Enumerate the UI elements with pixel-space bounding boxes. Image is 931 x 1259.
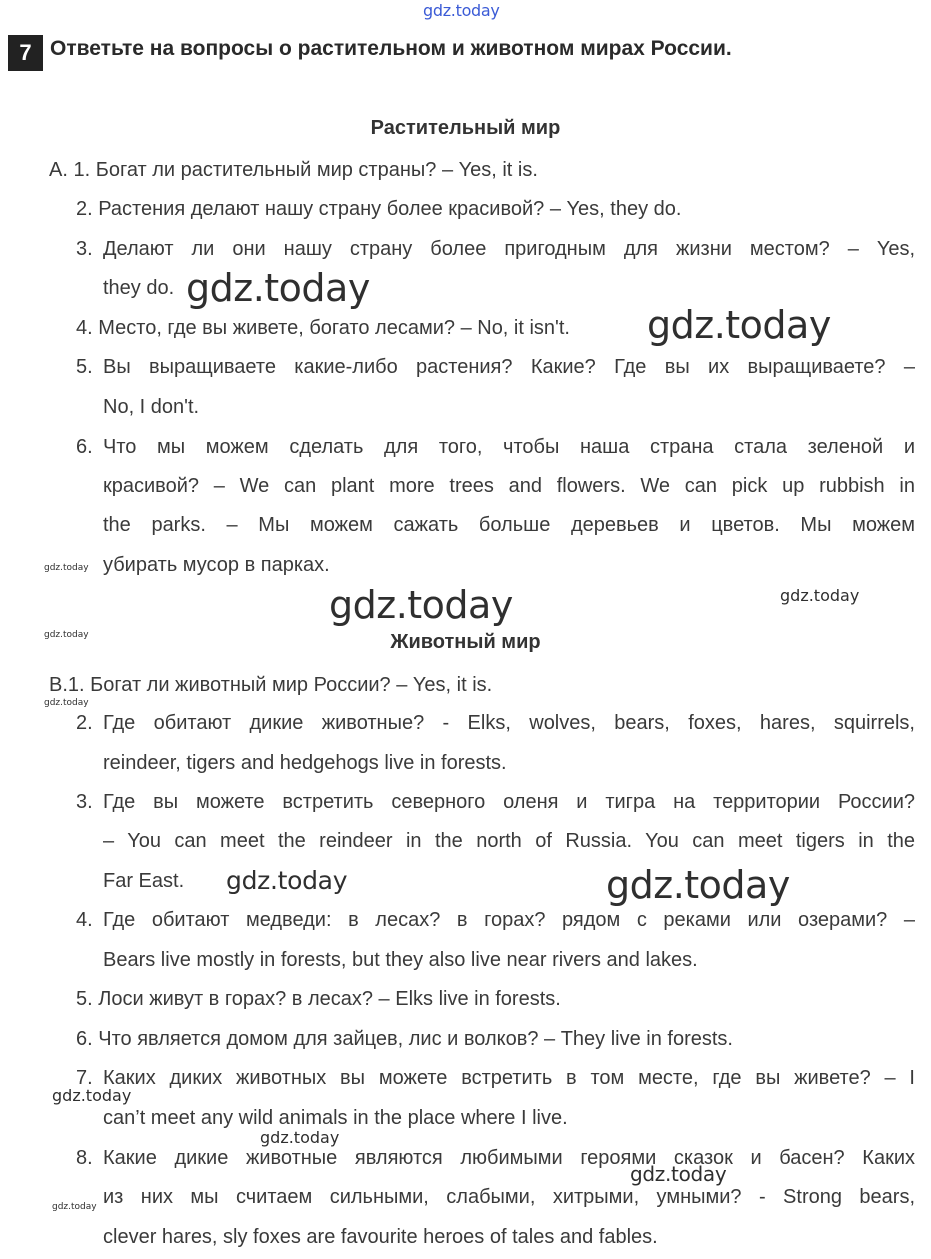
item-text: Где обитают дикие животные? - Elks, wolves, bears, foxes, hares, squirrels, (103, 712, 915, 734)
watermark-top: gdz.today (423, 1, 500, 20)
watermark: gdz.today (260, 1128, 340, 1147)
watermark: gdz.today (186, 266, 370, 310)
item-text: Где вы можете встретить северного оленя и тигра на территории России? (103, 791, 915, 813)
item-text: Место, где вы живете, богато лесами? – No, it isn't. (98, 317, 570, 339)
item-text: No, I don't. (103, 396, 200, 418)
list-item (76, 316, 570, 340)
item-number: 7. (76, 1067, 93, 1089)
item-number: 2. (76, 712, 93, 734)
item-number: 1. (67, 674, 85, 696)
item-text: Лоси живут в горах? в лесах? – Elks live in forests. (98, 988, 561, 1010)
list-item (49, 158, 538, 182)
task-instruction: Ответьте на вопросы о растительном и животном мирах России. (50, 37, 732, 60)
watermark: gdz.today (52, 1202, 97, 1212)
item-text: убирать мусор в парках. (103, 554, 330, 576)
list-item (49, 673, 492, 697)
item-number: 3. (76, 791, 93, 813)
item-text: красивой? – We can plant more trees and flowers. We can pick up rubbish in (103, 475, 915, 497)
item-number: 6. (76, 436, 93, 458)
watermark: gdz.today (647, 303, 831, 347)
list-item (76, 1027, 733, 1051)
item-text: Вы выращиваете какие-либо растения? Какие? Где вы их выращиваете? – (103, 356, 915, 378)
section-prefix: B. (49, 674, 68, 696)
section-heading-animals: Животный мир (390, 631, 541, 653)
watermark: gdz.today (329, 583, 513, 627)
item-text: Что является домом для зайцев, лис и волков? – They live in forests. (98, 1028, 733, 1050)
watermark: gdz.today (44, 563, 89, 573)
list-item (76, 197, 681, 221)
item-text: clever hares, sly foxes are favourite heroes of tales and fables. (103, 1226, 658, 1248)
watermark: gdz.today (226, 866, 348, 895)
item-text: Какие дикие животные являются любимыми героями сказок и басен? Каких (103, 1147, 915, 1169)
watermark: gdz.today (52, 1086, 132, 1105)
item-number: 3. (76, 238, 93, 260)
item-number: 2. (76, 198, 93, 220)
item-text: – You can meet the reindeer in the north of Russia. You can meet tigers in the (103, 830, 915, 852)
item-text: из них мы считаем сильными, слабыми, хитрыми, умными? - Strong bears, (103, 1186, 915, 1208)
section-heading-plants: Растительный мир (370, 117, 561, 139)
item-text: Растения делают нашу страну более красивой? – Yes, they do. (98, 198, 682, 220)
task-number: 7 (8, 35, 43, 71)
item-text: Bears live mostly in forests, but they also live near rivers and lakes. (103, 949, 698, 971)
item-text: Богат ли растительный мир страны? – Yes, it is. (95, 159, 538, 181)
item-text: Богат ли животный мир России? – Yes, it is. (90, 674, 493, 696)
item-text: Где обитают медведи: в лесах? в горах? рядом с реками или озерами? – (103, 909, 915, 931)
list-item (76, 987, 561, 1011)
item-text: the parks. – Мы можем сажать больше деревьев и цветов. Мы можем (103, 514, 915, 536)
watermark: gdz.today (44, 630, 89, 640)
item-number: 1. (73, 159, 91, 181)
item-text: Что мы можем сделать для того, чтобы наша страна стала зеленой и (103, 436, 915, 458)
item-number: 6. (76, 1028, 93, 1050)
item-number: 4. (76, 317, 93, 339)
item-text: they do. (103, 277, 175, 299)
watermark: gdz.today (606, 863, 790, 907)
item-number: 8. (76, 1147, 93, 1169)
section-prefix: A. (49, 159, 68, 181)
item-text: Каких диких животных вы можете встретить в том месте, где вы живете? – I (103, 1067, 915, 1089)
item-number: 5. (76, 988, 93, 1010)
item-text: Делают ли они нашу страну более пригодным для жизни местом? – Yes, (103, 238, 915, 260)
watermark: gdz.today (630, 1162, 727, 1186)
item-number: 4. (76, 909, 93, 931)
item-text: can’t meet any wild animals in the place where I live. (103, 1107, 568, 1129)
watermark: gdz.today (44, 698, 89, 708)
item-number: 5. (76, 356, 93, 378)
item-text: Far East. (103, 870, 185, 892)
watermark: gdz.today (780, 586, 860, 605)
item-text: reindeer, tigers and hedgehogs live in forests. (103, 752, 507, 774)
